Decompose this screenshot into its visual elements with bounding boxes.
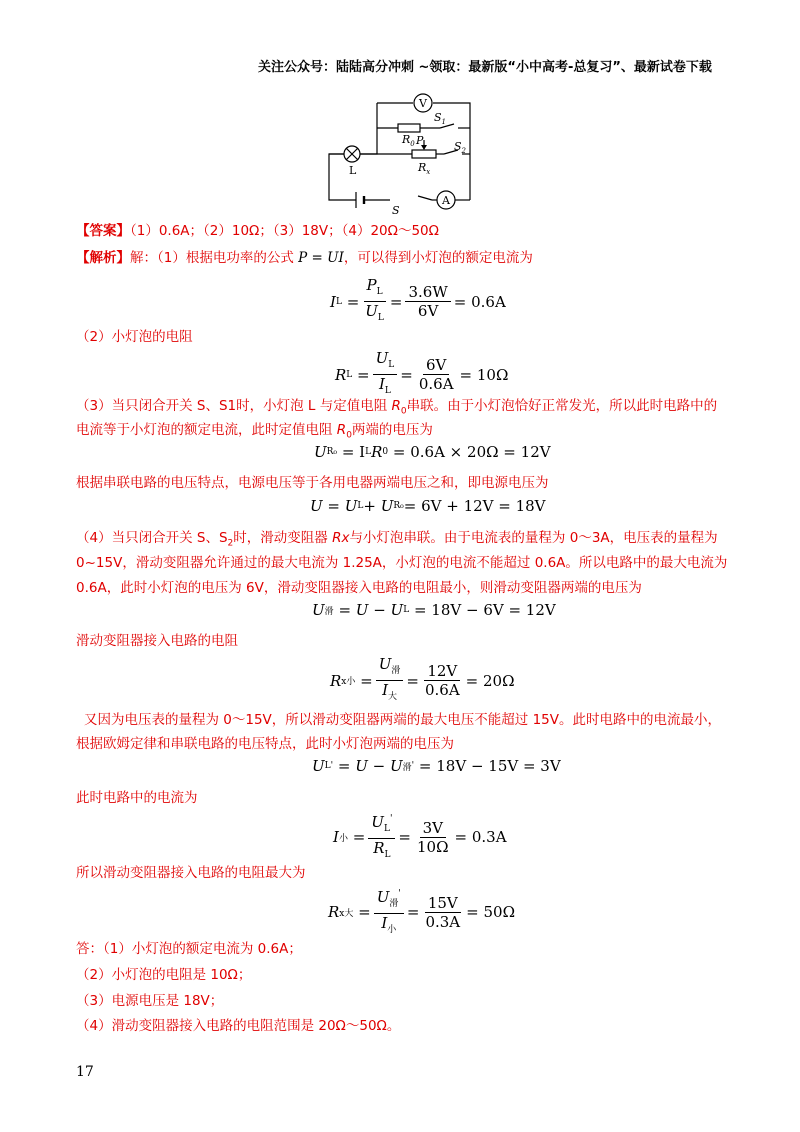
- switch1-label: $S_1$: [434, 111, 447, 126]
- analysis-intro: 【解析】解：（1）根据电功率的公式 P = UI，可以得到小灯泡的额定电流为: [76, 250, 533, 266]
- equation-min-current: I 小 = $\frac{U_L'}{R_L}$ = $\frac{3V}{10\Omega}$ = 0.3A: [333, 810, 507, 864]
- equation-source-voltage: U = U L + U R₀ = 6V + 12V = 18V: [310, 497, 546, 515]
- rx-label: $R_x$: [418, 161, 431, 176]
- circuit-diagram: [320, 92, 480, 214]
- answer-label: 【答案】: [76, 223, 130, 239]
- equation-min-resistance: R x小 = $\frac{U_滑}{I_大}$ = $\frac{12V}{0.6A}$ = 20Ω: [330, 655, 515, 702]
- page-header: 关注公众号：陆陆高分冲刺 ~领取：最新版“小中高考-总复习”、最新试卷下载: [258, 60, 712, 75]
- switch2-label: $S_2$: [454, 140, 467, 155]
- page-number: 17: [76, 1064, 94, 1080]
- equation-max-resistance: R x大 = $\frac{U_滑'}{I_小}$ = $\frac{15V}{0.3A}$ = 50Ω: [328, 885, 515, 939]
- equation-slider-voltage: U 滑 = U − U L = 18V − 6V = 12V: [312, 601, 556, 619]
- ammeter-symbol: [437, 191, 455, 209]
- analysis-label: 【解析】: [76, 250, 130, 266]
- voltmeter-symbol: [414, 94, 432, 112]
- final-answer-2: （2）小灯泡的电阻是 10Ω；: [76, 967, 252, 983]
- equation-lamp-voltage-min: U L ' = U − U 滑 ' = 18V − 15V = 3V: [312, 757, 561, 775]
- switch-main-label: S: [392, 204, 400, 214]
- part4-line2: 0~15V，滑动变阻器允许通过的最大电流为 1.25A，小灯泡的电流不能超过 0.6A。所以电路中的最大电流为: [76, 555, 728, 571]
- slider-label: P: [416, 134, 424, 147]
- answer-text: （1）0.6A；（2）10Ω；（3）18V；（4）20Ω～50Ω: [130, 223, 439, 239]
- r0-label: $R_0$: [402, 133, 415, 148]
- part4-line3: 0.6A，此时小灯泡的电压为 6V，滑动变阻器接入电路的电阻最小，则滑动变阻器两端的电压为: [76, 580, 642, 596]
- part3-line1: （3）当只闭合开关 S、S1时，小灯泡 L 与定值电阻 $R_0$串联。由于小灯泡恰好正常发光，所以此时电路中的: [76, 398, 718, 417]
- equation-rated-current: I L = $\frac{P_L}{U_L}$ = $\frac{3.6W}{6V}$ = 0.6A: [330, 276, 506, 323]
- part2-text: （2）小灯泡的电阻: [76, 329, 193, 345]
- part8-text: 所以滑动变阻器接入电路的电阻最大为: [76, 865, 306, 881]
- part7-text: 此时电路中的电流为: [76, 790, 198, 806]
- equation-r0-voltage: U R₀ = I L R 0 = 0.6A × 20Ω = 12V: [314, 443, 551, 461]
- final-answer-1: 答：（1）小灯泡的额定电流为 0.6A；: [76, 941, 302, 957]
- answer-line: [76, 222, 439, 240]
- part4-line1: （4）当只闭合开关 S、$S_2$时，滑动变阻器 Rx与小灯泡串联。由于电流表的量程为 0～3A，电压表的量程为: [76, 530, 718, 549]
- final-answer-3: （3）电源电压是 18V；: [76, 993, 224, 1009]
- power-formula: P = UI: [298, 250, 344, 266]
- part5-text: 滑动变阻器接入电路的电阻: [76, 633, 238, 649]
- lamp-symbol: [344, 146, 377, 177]
- equation-lamp-resistance: R L = $\frac{U_L}{I_L}$ = $\frac{6V}{0.6A}$ = 10Ω: [335, 349, 509, 396]
- lamp-label: L: [349, 164, 357, 177]
- ammeter-label: A: [442, 194, 450, 207]
- resistor-r0: [398, 124, 420, 132]
- part6-line1: 又因为电压表的量程为 0～15V，所以滑动变阻器两端的最大电压不能超过 15V。此时电路中的电流最小，: [84, 712, 721, 728]
- final-answer-4: （4）滑动变阻器接入电路的电阻范围是 20Ω～50Ω。: [76, 1018, 401, 1034]
- part3-line2: 电流等于小灯泡的额定电流，此时定值电阻 $R_0$两端的电压为: [76, 422, 433, 441]
- rheostat-rx: [412, 150, 436, 158]
- part6-line2: 根据欧姆定律和串联电路的电压特点，此时小灯泡两端的电压为: [76, 736, 454, 752]
- voltmeter-label: V: [419, 97, 427, 110]
- part3-series-text: 根据串联电路的电压特点，电源电压等于各用电器两端电压之和，即电源电压为: [76, 475, 549, 491]
